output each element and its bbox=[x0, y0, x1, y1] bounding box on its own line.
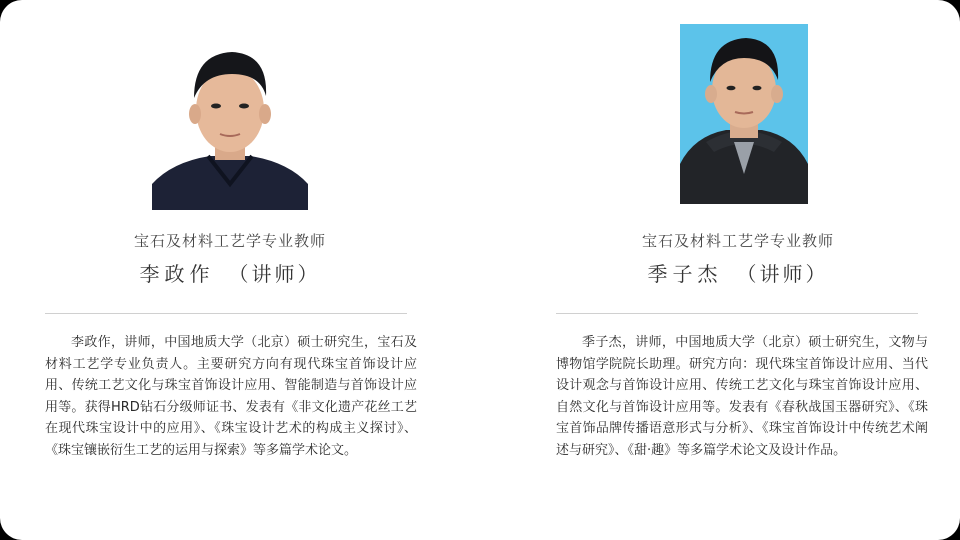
teacher-name: 李政作 bbox=[139, 262, 215, 286]
teacher-title: （讲师） bbox=[228, 262, 321, 286]
divider bbox=[556, 313, 918, 314]
portrait-photo-left bbox=[152, 34, 308, 210]
portrait-photo-right bbox=[680, 24, 808, 204]
role-label: 宝石及材料工艺学专业教师 bbox=[133, 232, 326, 250]
teacher-bio: 李政作，讲师，中国地质大学（北京）硕士研究生，宝石及材料工艺学专业负责人。主要研究方向有现代珠宝首饰设计应用、传统工艺文化与珠宝首饰设计应用、智能制造与首饰设计应用等。获得HRD钻石分级师证书、发表有《非文化遗产花丝工艺在现代珠宝设计中的应用》、《珠宝设计艺术的构成主义探讨》、《珠宝镶嵌衍生工艺的运用与探索》等多篇学术论文。 bbox=[45, 335, 417, 458]
role-label: 宝石及材料工艺学专业教师 bbox=[641, 232, 834, 250]
divider bbox=[45, 313, 407, 314]
teacher-name-line bbox=[508, 258, 960, 287]
teacher-name-line bbox=[0, 258, 460, 287]
teacher-name: 季子杰 bbox=[647, 262, 723, 286]
teacher-bio: 季子杰，讲师，中国地质大学（北京）硕士研究生，文物与博物馆学院院长助理。研究方向：现代珠宝首饰设计应用、当代设计观念与首饰设计应用、传统工艺文化与珠宝首饰设计应用、自然文化与首饰设计应用等。发表有《春秋战国玉器研究》、《珠宝首饰品牌传播语意形式与分析》、《珠宝首饰设计中传统艺术阐述与研究》、《甜·趣》等多篇学术论文及设计作品。 bbox=[556, 335, 928, 458]
teacher-title: （讲师） bbox=[736, 262, 829, 286]
profile-right bbox=[480, 0, 960, 540]
